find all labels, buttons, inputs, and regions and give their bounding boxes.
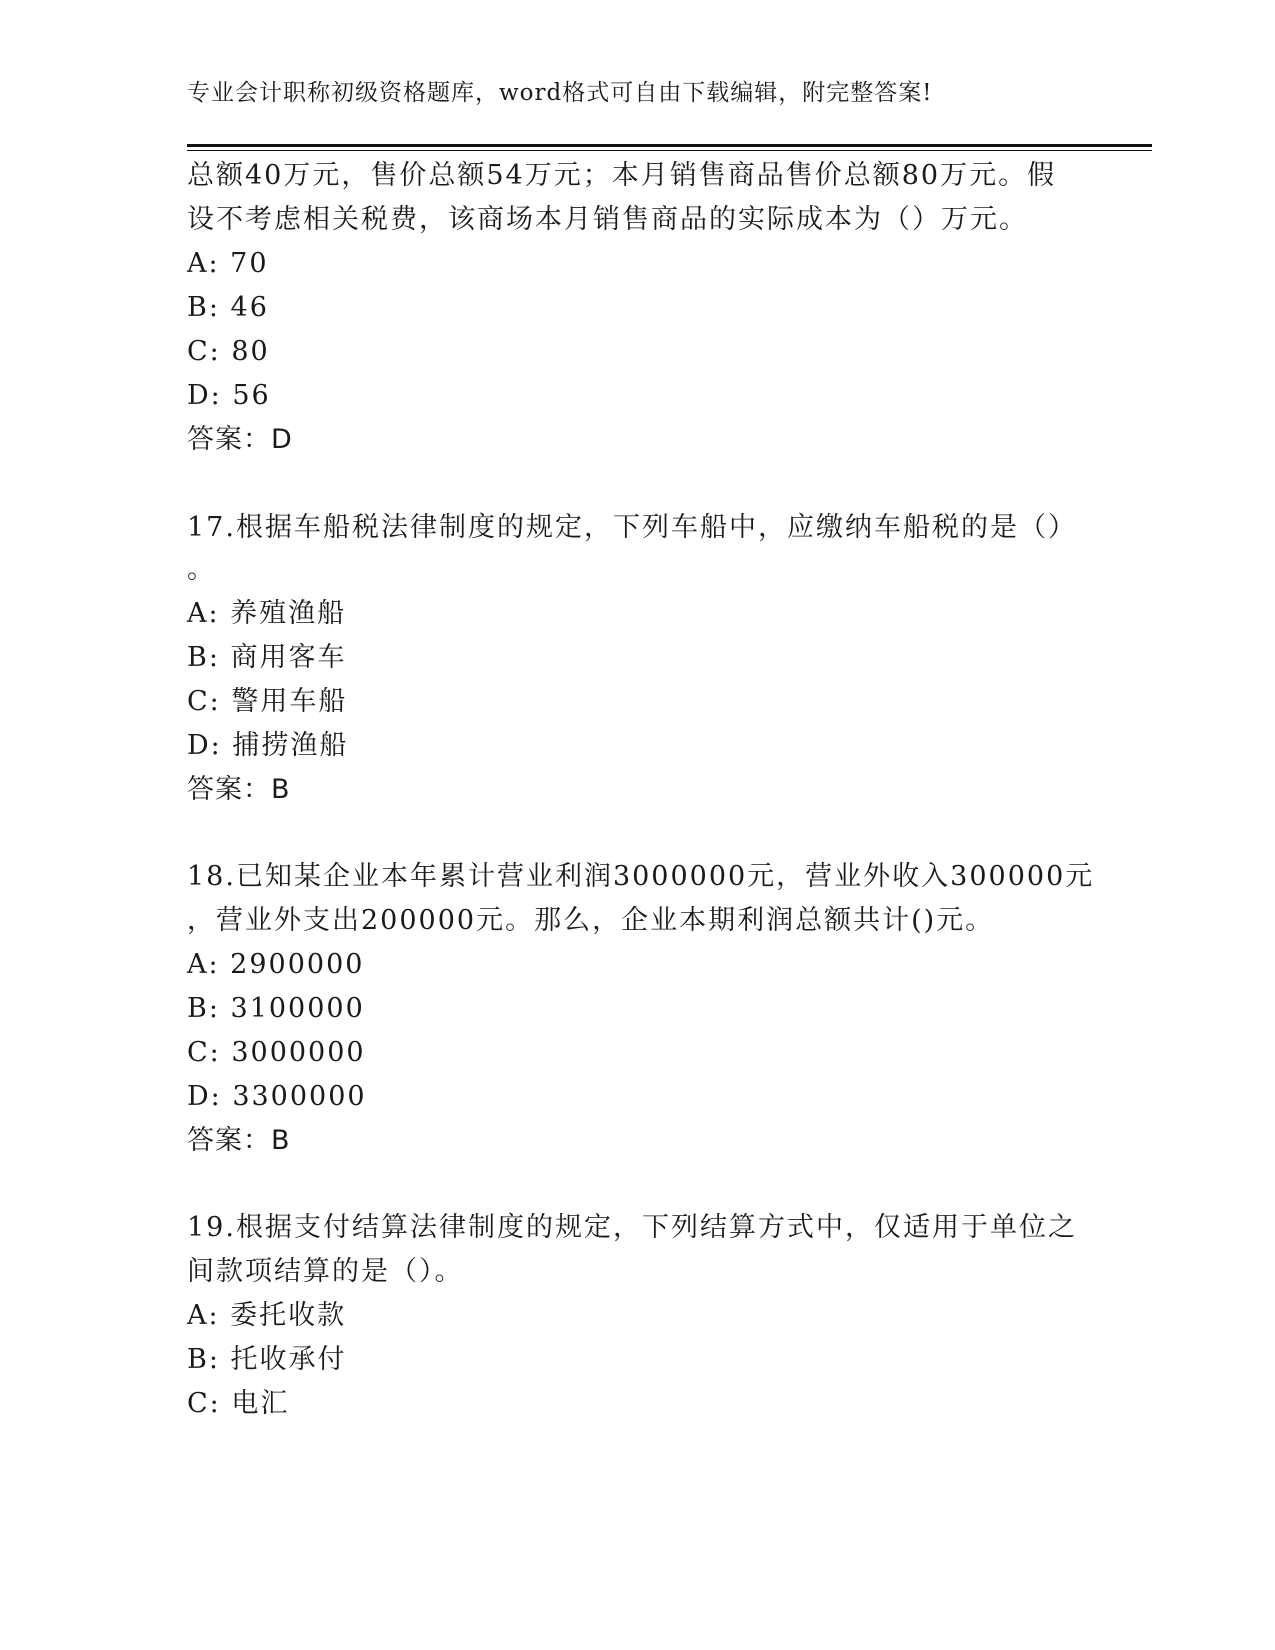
question-19-text-line-1: 19.根据支付结算法律制度的规定，下列结算方式中，仅适用于单位之 (187, 1212, 1077, 1243)
question-17-option-d: D: 捕捞渔船 (187, 730, 349, 761)
question-18-option-d: D: 3300000 (187, 1081, 367, 1112)
question-18-option-a: A: 2900000 (187, 949, 365, 980)
question-17-text-line-2: 。 (187, 554, 216, 585)
question-19-option-a: A: 委托收款 (187, 1300, 347, 1331)
header-rule-thin (187, 150, 1152, 151)
question-19-option-b: B: 托收承付 (187, 1344, 347, 1375)
question-19-text-line-2: 间款项结算的是（）。 (187, 1256, 464, 1287)
question-16-option-c: C: 80 (187, 336, 270, 367)
question-17-option-a: A: 养殖渔船 (187, 598, 347, 629)
question-18-option-c: C: 3000000 (187, 1037, 366, 1068)
header-rule-thick (187, 144, 1152, 147)
question-17-option-c: C: 警用车船 (187, 686, 348, 717)
question-16-option-a: A: 70 (187, 248, 269, 279)
question-18-text-line-1: 18.已知某企业本年累计营业利润3000000元，营业外收入300000元 (187, 861, 1095, 892)
question-17-answer: 答案：B (187, 774, 291, 805)
question-18-text-line-2: ，营业外支出200000元。那么，企业本期利润总额共计()元。 (187, 905, 995, 936)
question-16-text-line-2: 设不考虑相关税费，该商场本月销售商品的实际成本为（）万元。 (187, 204, 1028, 235)
question-16-option-d: D: 56 (187, 380, 271, 411)
question-18-option-b: B: 3100000 (187, 993, 365, 1024)
question-16-option-b: B: 46 (187, 292, 269, 323)
question-17-text-line-1: 17.根据车船税法律制度的规定，下列车船中，应缴纳车船税的是（） (187, 512, 1077, 543)
question-16-text-line-1: 总额40万元，售价总额54万元；本月销售商品售价总额80万元。假 (187, 160, 1057, 191)
page-header: 专业会计职称初级资格题库，word格式可自由下载编辑，附完整答案! (187, 80, 933, 106)
question-16-answer: 答案：D (187, 424, 293, 455)
question-18-answer: 答案：B (187, 1125, 291, 1156)
question-19-option-c: C: 电汇 (187, 1388, 290, 1419)
question-17-option-b: B: 商用客车 (187, 642, 347, 673)
